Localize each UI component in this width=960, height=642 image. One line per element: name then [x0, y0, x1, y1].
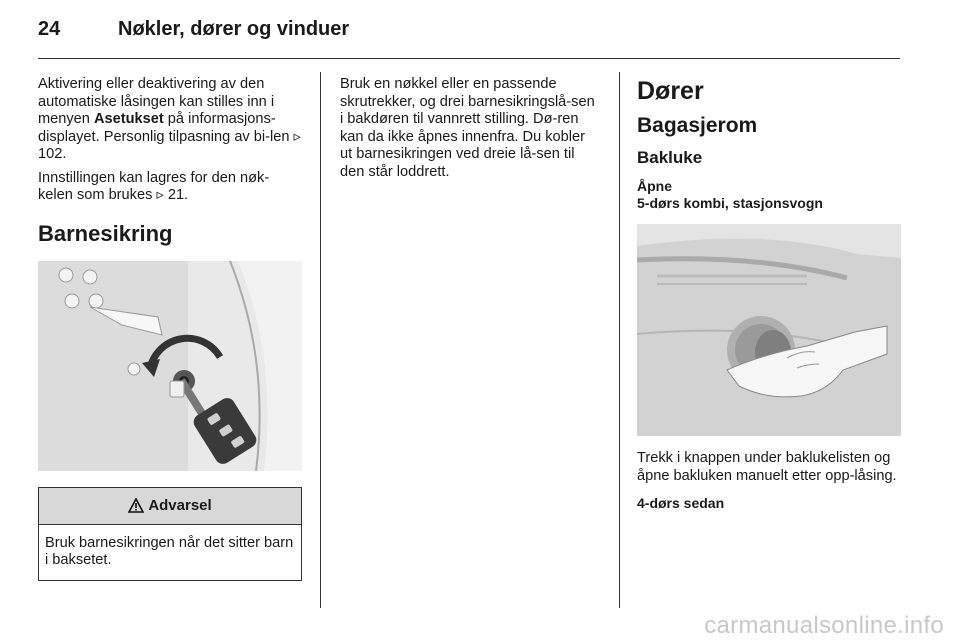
- paragraph-auto-lock: [38, 76, 304, 164]
- page-title: Nøkler, dører og vinduer: [118, 18, 350, 40]
- warning-triangle-icon: [128, 498, 144, 513]
- column-left: [38, 76, 304, 581]
- paragraph-text: på informasjons-displayet. Personlig tilpasning av bi-len: [38, 111, 294, 145]
- page-number: 24: [38, 18, 61, 40]
- heading-5-door: 5-dørs kombi, stasjonsvogn: [637, 195, 823, 211]
- heading-apne: Åpne: [637, 178, 672, 194]
- menu-name: Asetukset: [93, 111, 164, 127]
- page-ref[interactable]: 21.: [167, 187, 189, 203]
- page-ref[interactable]: 102.: [38, 146, 67, 162]
- heading-bagasjerom: Bagasjerom: [637, 114, 758, 137]
- heading-barnesikring: Barnesikring: [38, 220, 173, 246]
- arrow-ref-icon: ▹: [293, 128, 301, 145]
- watermark: carmanualsonline.info: [704, 612, 944, 639]
- warning-title: Advarsel: [148, 497, 212, 514]
- caption-tailgate: Trekk i knappen under baklukelisten og åpne bakluken manuelt etter opp-låsing.: [637, 450, 897, 484]
- heading-4-door: 4-dørs sedan: [637, 495, 725, 511]
- column-divider: [320, 72, 321, 608]
- warning-text: Bruk barnesikringen når det sitter barn i baksetet.: [45, 534, 294, 568]
- heading-dorer: Dører: [637, 77, 704, 105]
- warning-header: [39, 488, 301, 525]
- paragraph-key-setting: [38, 170, 304, 205]
- page-header: [38, 14, 900, 54]
- paragraph-text: Innstillingen kan lagres for den nøk-kelen som brukes: [38, 169, 270, 203]
- header-rule: [38, 58, 900, 59]
- child-lock-illustration: [38, 261, 302, 471]
- column-right: [637, 76, 903, 512]
- column-middle: [340, 76, 600, 187]
- arrow-ref-icon: ▹: [156, 187, 164, 203]
- column-divider: [619, 72, 620, 608]
- warning-body: [39, 525, 301, 580]
- tailgate-illustration: [637, 224, 901, 436]
- warning-box: [38, 487, 302, 581]
- heading-bakluke: Bakluke: [637, 148, 703, 167]
- paragraph-child-lock-instructions: Bruk en nøkkel eller en passende skrutrekker, og drei barnesikringslå-sen i bakdøren til vannrett stilling. Dø-ren kan da ikke åpnes innenfra. Du kobler ut barnesikringen ved dreie lå-sen til den står loddrett.: [340, 76, 595, 180]
- paragraph-text: Aktivering eller deaktivering av den automatiske låsingen kan stilles inn i menyen: [38, 76, 275, 127]
